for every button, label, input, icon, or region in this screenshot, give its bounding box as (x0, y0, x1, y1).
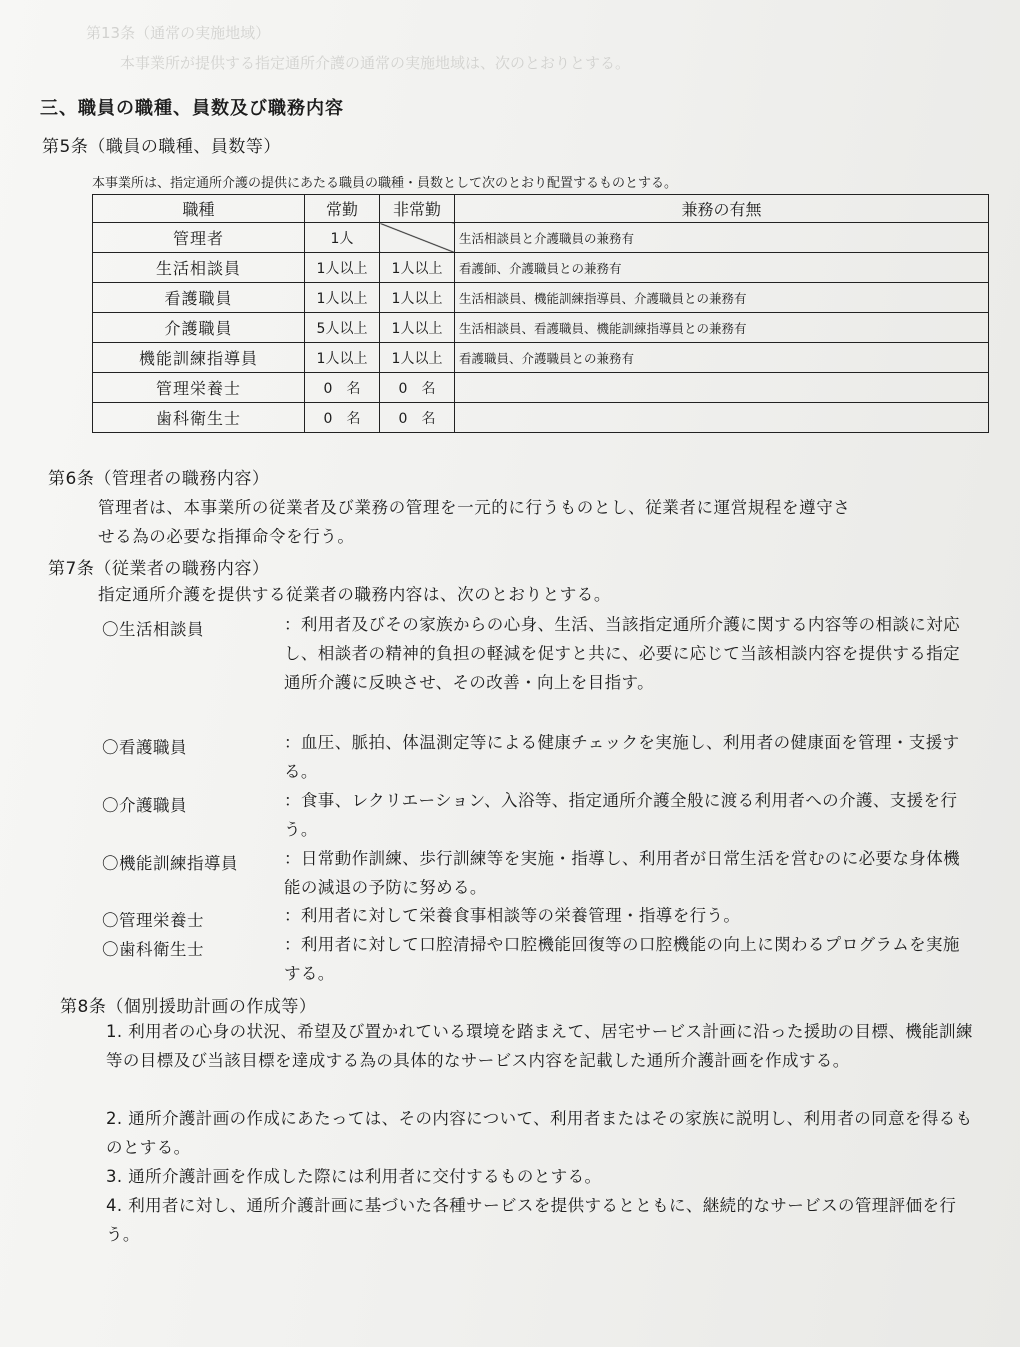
duty-role: 〇介護職員 (102, 796, 187, 815)
table-row (93, 253, 989, 283)
table-header-row (93, 195, 989, 223)
full-time-cell: 0 名 (305, 403, 380, 433)
part-time-cell: 1人以上 (380, 343, 455, 373)
full-time-cell: 1人以上 (305, 283, 380, 313)
article-6-text-line: せる為の必要な指揮命令を行う。 (98, 527, 355, 546)
full-time-cell: 1人以上 (305, 343, 380, 373)
article-6-text-line: 管理者は、本事業所の従業者及び業務の管理を一元的に行うものとし、従業者に運営規程を遵守さ (98, 498, 851, 517)
dual-role-cell (455, 373, 989, 403)
dual-role-cell: 看護師、介護職員との兼務有 (455, 253, 989, 283)
duty-description: ：利用者に対して栄養食事相談等の栄養管理・指導を行う。 (284, 906, 741, 925)
dual-role-cell: 生活相談員と介護職員の兼務有 (455, 223, 989, 253)
article-8-item: 3. 通所介護計画を作成した際には利用者に交付するものとする。 (106, 1167, 602, 1186)
dual-role-cell: 生活相談員、看護職員、機能訓練指導員との兼務有 (455, 313, 989, 343)
role-cell: 介護職員 (93, 313, 305, 343)
table-row (93, 343, 989, 373)
column-header: 職種 (93, 195, 305, 223)
part-time-cell-crossed (380, 223, 455, 253)
article-5-heading: 第5条（職員の職種、員数等） (42, 137, 281, 157)
column-header: 常勤 (305, 195, 380, 223)
duty-role: 〇歯科衛生士 (102, 940, 204, 959)
article-8-item: 4. 利用者に対し、通所介護計画に基づいた各種サービスを提供するとともに、継続的なサービスの管理評価を行う。 (106, 1196, 957, 1244)
article-8-heading: 第8条（個別援助計画の作成等） (60, 997, 317, 1017)
column-header: 兼務の有無 (455, 195, 989, 223)
article-8-item: 1. 利用者の心身の状況、希望及び置かれている環境を踏まえて、居宅サービス計画に沿った援助の目標、機能訓練等の目標及び当該目標を達成する為の具体的なサービス内容を記載した通所介護計画を作成する。 (106, 1022, 973, 1070)
bleed-through-text: 第13条（通常の実施地域） (86, 24, 271, 42)
duty-role: 〇管理栄養士 (102, 911, 204, 930)
article-7-intro: 指定通所介護を提供する従業者の職務内容は、次のとおりとする。 (98, 585, 611, 604)
duty-description: ：日常動作訓練、歩行訓練等を実施・指導し、利用者が日常生活を営むのに必要な身体機能の減退の予防に努める。 (284, 849, 960, 897)
dual-role-cell: 看護職員、介護職員との兼務有 (455, 343, 989, 373)
duty-description: ：利用者及びその家族からの心身、生活、当該指定通所介護に関する内容等の相談に対応し、相談者の精神的負担の軽減を促すと共に、必要に応じて当該相談内容を提供する指定通所介護に反映させ、その改善・向上を目指す。 (284, 615, 960, 692)
duty-description: ：食事、レクリエーション、入浴等、指定通所介護全般に渡る利用者への介護、支援を行う。 (284, 791, 958, 839)
role-cell: 管理者 (93, 223, 305, 253)
role-cell: 管理栄養士 (93, 373, 305, 403)
part-time-cell: 1人以上 (380, 283, 455, 313)
dual-role-cell (455, 403, 989, 433)
duty-role: 〇生活相談員 (102, 620, 204, 639)
column-header: 非常勤 (380, 195, 455, 223)
dual-role-cell: 生活相談員、機能訓練指導員、介護職員との兼務有 (455, 283, 989, 313)
table-row (93, 283, 989, 313)
bleed-through-text: 本事業所が提供する指定通所介護の通常の実施地域は、次のとおりとする。 (120, 54, 631, 72)
full-time-cell: 1人 (305, 223, 380, 253)
role-cell: 看護職員 (93, 283, 305, 313)
section-title: 三、職員の職種、員数及び職務内容 (40, 98, 344, 119)
full-time-cell: 0 名 (305, 373, 380, 403)
duty-description: ：血圧、脈拍、体温測定等による健康チェックを実施し、利用者の健康面を管理・支援する。 (284, 733, 960, 781)
full-time-cell: 5人以上 (305, 313, 380, 343)
article-8-item: 2. 通所介護計画の作成にあたっては、その内容について、利用者またはその家族に説明し、利用者の同意を得るものとする。 (106, 1109, 973, 1157)
duty-role: 〇機能訓練指導員 (102, 854, 238, 873)
part-time-cell: 1人以上 (380, 253, 455, 283)
role-cell: 歯科衛生士 (93, 403, 305, 433)
article-7-heading: 第7条（従業者の職務内容） (48, 559, 270, 579)
duty-role: 〇看護職員 (102, 738, 187, 757)
staff-table (92, 194, 989, 433)
table-row (93, 313, 989, 343)
table-row (93, 223, 989, 253)
duty-description: ：利用者に対して口腔清掃や口腔機能回復等の口腔機能の向上に関わるプログラムを実施する。 (284, 935, 960, 983)
table-row (93, 403, 989, 433)
full-time-cell: 1人以上 (305, 253, 380, 283)
article-6-heading: 第6条（管理者の職務内容） (48, 469, 270, 489)
article-5-intro: 本事業所は、指定通所介護の提供にあたる職員の職種・員数として次のとおり配置するものとする。 (92, 176, 678, 191)
role-cell: 機能訓練指導員 (93, 343, 305, 373)
part-time-cell: 0 名 (380, 373, 455, 403)
table-row (93, 373, 989, 403)
part-time-cell: 1人以上 (380, 313, 455, 343)
part-time-cell: 0 名 (380, 403, 455, 433)
role-cell: 生活相談員 (93, 253, 305, 283)
